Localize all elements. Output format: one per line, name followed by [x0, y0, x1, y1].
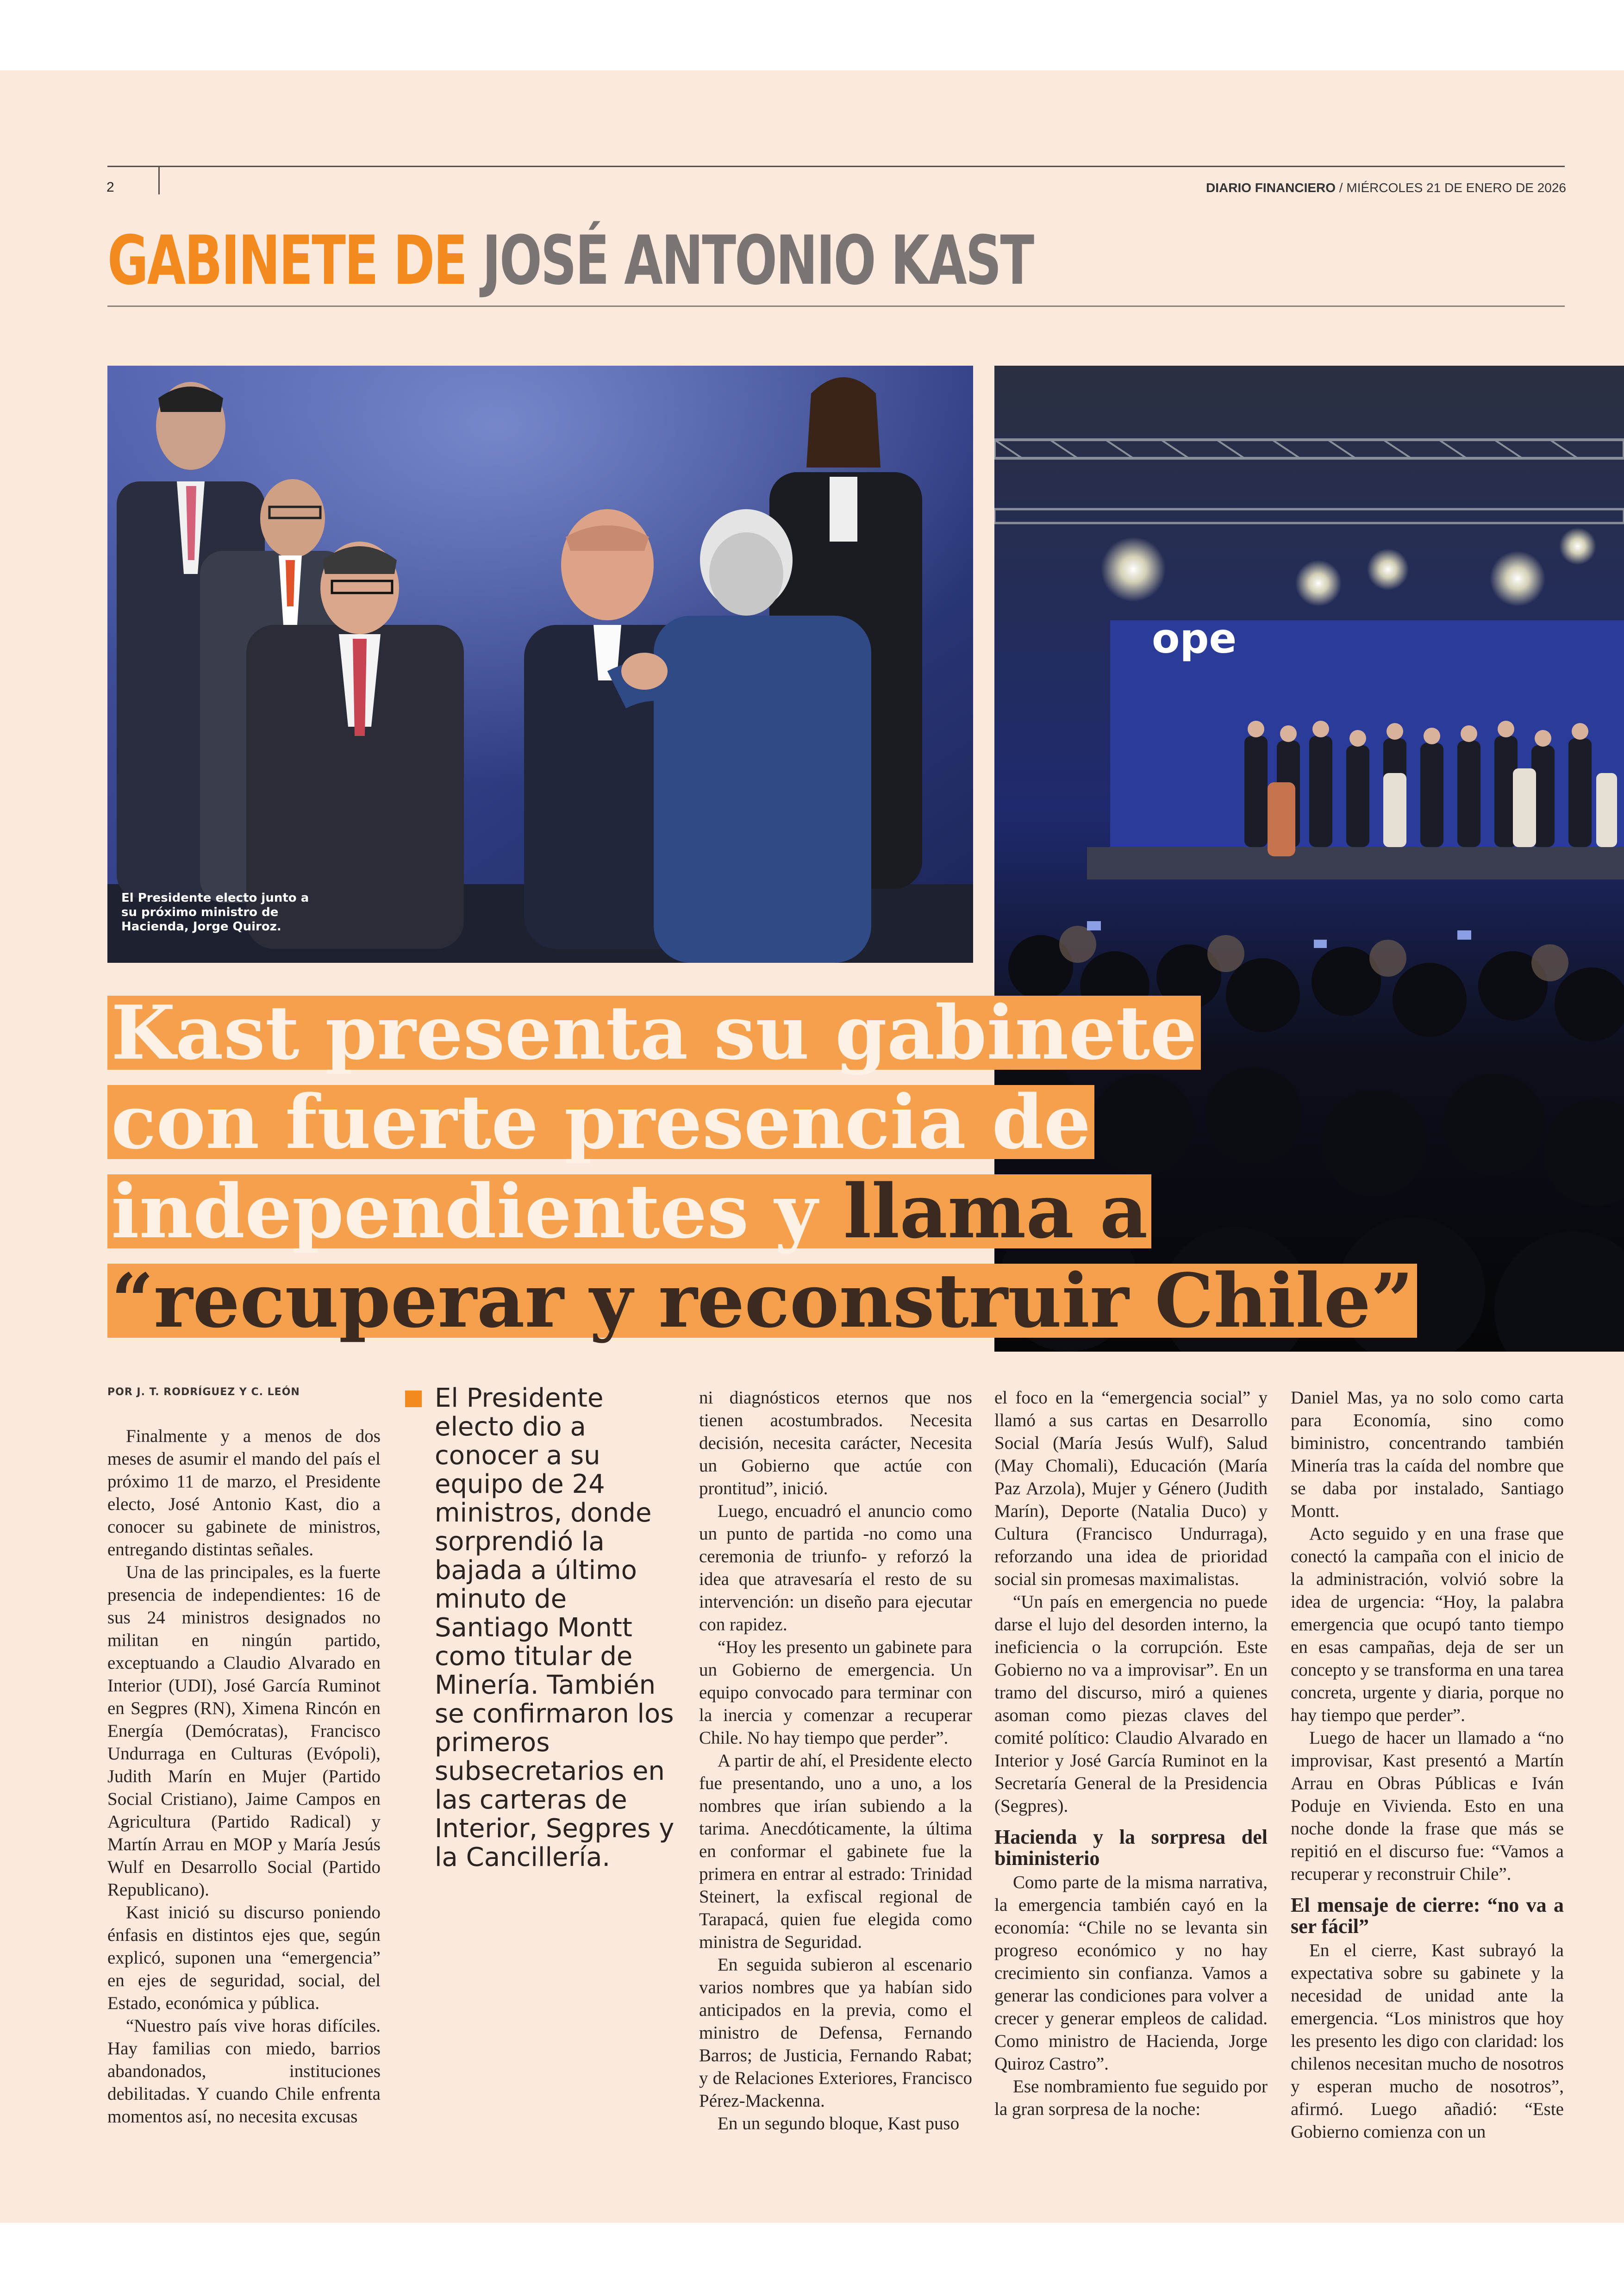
- article-column-3: [699, 1386, 972, 2135]
- headline-line-3: [107, 1168, 1151, 1255]
- col5-paragraph: Luego de hacer un llamado a “no improvisar, Kast presentó a Martín Arrau en Obras Públicas e Iván Poduje en Vivienda. Esto en una noche donde la frase que más se repitió en el discurso fue: “Vamos a recuperar y reconstruir Chile”.: [1291, 1728, 1564, 1884]
- section-title-accent: GABINETE DE: [107, 221, 467, 300]
- col4-paragraph: Ese nombramiento fue seguido por la gran sorpresa de la noche:: [994, 2077, 1268, 2119]
- col1-paragraph: “Nuestro país vive horas difíciles. Hay familias con miedo, barrios abandonados, instituciones debilitadas. Y cuando Chile enfrenta momentos así, no necesita excusas: [107, 2016, 381, 2127]
- col4-paragraph: el foco en la “emergencia social” y llamó a sus cartas en Desarrollo Social (María Jesús Wulf), Salud (May Chomali), Educación (María Paz Arzola), Mujer y Género (Judith Marín), Deporte (Natalia Duco) y Cultura (Francisco Undurraga), reforzando una idea de prioridad social sin promesas maximalistas.: [994, 1388, 1268, 1589]
- masthead: [1206, 181, 1566, 195]
- lead-summary: [405, 1384, 683, 1872]
- col4-paragraph: “Un país en emergencia no puede darse el lujo del desorden interno, la ineficiencia o la corrupción. Este Gobierno no va a improvisar”. En un tramo del discurso, miró a quienes asoman como piezas claves del comité político: Claudio Alvarado en Interior y José García Ruminot en la Secretaría General de la Presidencia (Segpres).: [994, 1592, 1268, 1816]
- page-number-divider: [158, 166, 160, 194]
- page-number: 2: [106, 180, 114, 195]
- section-title-main: JOSÉ ANTONIO KAST: [466, 221, 1033, 300]
- lead-text: El Presidente electo dio a conocer a su equipo de 24 ministros, donde sorprendió la bajada a último minuto de Santiago Montt como titular de Minería. También se confirmaron los primeros subsecretarios en las carteras de Interior, Segpres y la Cancillería.: [435, 1383, 675, 1872]
- col3-paragraph: “Hoy les presento un gabinete para un Gobierno de emergencia. Un equipo convocado para terminar con la inercia y comenzar a recuperar Chile. No hay tiempo que perder”.: [699, 1637, 972, 1748]
- section-title: [107, 221, 1033, 300]
- col3-paragraph: En seguida subieron al escenario varios nombres que ya habían sido anticipados en la previa, como el ministro de Defensa, Fernando Barros; de Justicia, Fernando Rabat; y de Relaciones Exteriores, Francisco Pérez-Mackenna.: [699, 1955, 972, 2111]
- photo-caption: El Presidente electo junto a su próximo ministro de Hacienda, Jorge Quiroz.: [121, 891, 309, 934]
- headline: [107, 989, 1414, 1348]
- publication-name: DIARIO FINANCIERO: [1206, 181, 1336, 195]
- col1-paragraph: Finalmente y a menos de dos meses de asumir el mando del país el próximo 11 de marzo, el Presidente electo, José Antonio Kast, dio a conocer su gabinete de ministros, entregando distintas señales.: [107, 1426, 381, 1559]
- headline-line-2: con fuerte presencia de: [107, 1085, 1094, 1159]
- headline-line-4-text: “recuperar y reconstruir Chile”: [111, 1257, 1414, 1344]
- headline-line-1: Kast presenta su gabinete: [107, 996, 1201, 1070]
- col1-paragraph: Kast inició su discurso poniendo énfasis en distintos ejes que, según explicó, suponen una “emergencia” en ejes de seguridad, social, del Estado, económica y pública.: [107, 1902, 381, 2013]
- article-column-5: [1291, 1386, 1564, 2143]
- photo-kast-quiroz: [107, 366, 973, 963]
- issue-date: / MIÉRCOLES 21 DE ENERO DE 2026: [1336, 181, 1566, 195]
- headline-line-4: [107, 1257, 1417, 1344]
- col4-paragraph: Como parte de la misma narrativa, la emergencia también cayó en la economía: “Chile no se levanta sin progreso económico y no hay crecimiento sin confianza. Vamos a generar las condiciones para volver a crecer y generar empleos de calidad. Como ministro de Hacienda, Jorge Quiroz Castro”.: [994, 1872, 1268, 2074]
- col5-paragraph: Acto seguido y en una frase que conectó la campaña con el inicio de la administración, volvió sobre la idea de urgencia: “Hoy, la palabra emergencia que ocupó tanto tiempo en esas campañas, deja de ser un concepto y se transforma en una tarea concreta, urgente y diaria, porque no hay tiempo que perder”.: [1291, 1524, 1564, 1725]
- top-rule: [107, 166, 1565, 167]
- col3-paragraph: ni diagnósticos eternos que nos tienen acostumbrados. Necesita decisión, necesita carácter, Necesita un Gobierno que actúe con prontitud”, inició.: [699, 1388, 972, 1498]
- subhead-hacienda: Hacienda y la sorpresa del biministerio: [994, 1826, 1268, 1870]
- photo-kast-quiroz-illustration: [107, 366, 973, 963]
- col1-paragraph: Una de las principales, es la fuerte presencia de independientes: 16 de sus 24 ministros designados no militan en ningún partido, exceptuando a Claudio Alvarado en Interior (UDI), José García Ruminot en Segpres (RN), Ximena Rincón en Energía (Demócratas), Francisco Undurraga en Culturas (Evópoli), Judith Marín en Mujer (Partido Social Cristiano), Jaime Campos en Agricultura (Partido Radical) y Martín Arrau en MOP y María Jesús Wulf en Desarrollo Social (Partido Republicano).: [107, 1562, 381, 1900]
- col3-paragraph: A partir de ahí, el Presidente electo fue presentando, uno a uno, a los nombres que irían subiendo a la tarima. Anecdóticamente, la última en conformar el gabinete fue la primera en entrar al estrado: Trinidad Steinert, la exfiscal regional de Tarapacá, quien fue elegida como ministra de Seguridad.: [699, 1751, 972, 1952]
- article-column-4: [994, 1386, 1268, 2120]
- article-column-1: [107, 1425, 381, 2128]
- col5-paragraph: En el cierre, Kast subrayó la expectativa sobre su gabinete y la necesidad de unidad ante la emergencia. “Los ministros que hoy les presento les digo con claridad: los chilenos necesitan mucho de nosotros y esperan mucho de nosotros”, afirmó. Luego añadió: “Este Gobierno comienza con un: [1291, 1940, 1564, 2142]
- headline-line-3-dark: llama a: [818, 1168, 1148, 1255]
- byline: POR J. T. RODRÍGUEZ Y C. LEÓN: [107, 1386, 300, 1398]
- orange-square-bullet: [405, 1391, 422, 1407]
- col3-paragraph: En un segundo bloque, Kast puso: [718, 2114, 960, 2133]
- col3-paragraph: Luego, encuadró el anuncio como un punto de partida -no como una ceremonia de triunfo- y reforzó la idea que atravesaría el resto de su intervención: un diseño para ejecutar con rapidez.: [699, 1501, 972, 1634]
- col5-paragraph: Daniel Mas, ya no solo como carta para Economía, sino como biministro, concentrando también Minería tras la caída del nombre que se daba por instalado, Santiago Montt.: [1291, 1388, 1564, 1521]
- section-rule: [107, 306, 1565, 307]
- stage-screen-logo: ope: [1152, 615, 1237, 662]
- subhead-cierre: El mensaje de cierre: “no va a ser fácil”: [1291, 1894, 1564, 1938]
- headline-line-3-highlight: independientes y: [111, 1168, 818, 1255]
